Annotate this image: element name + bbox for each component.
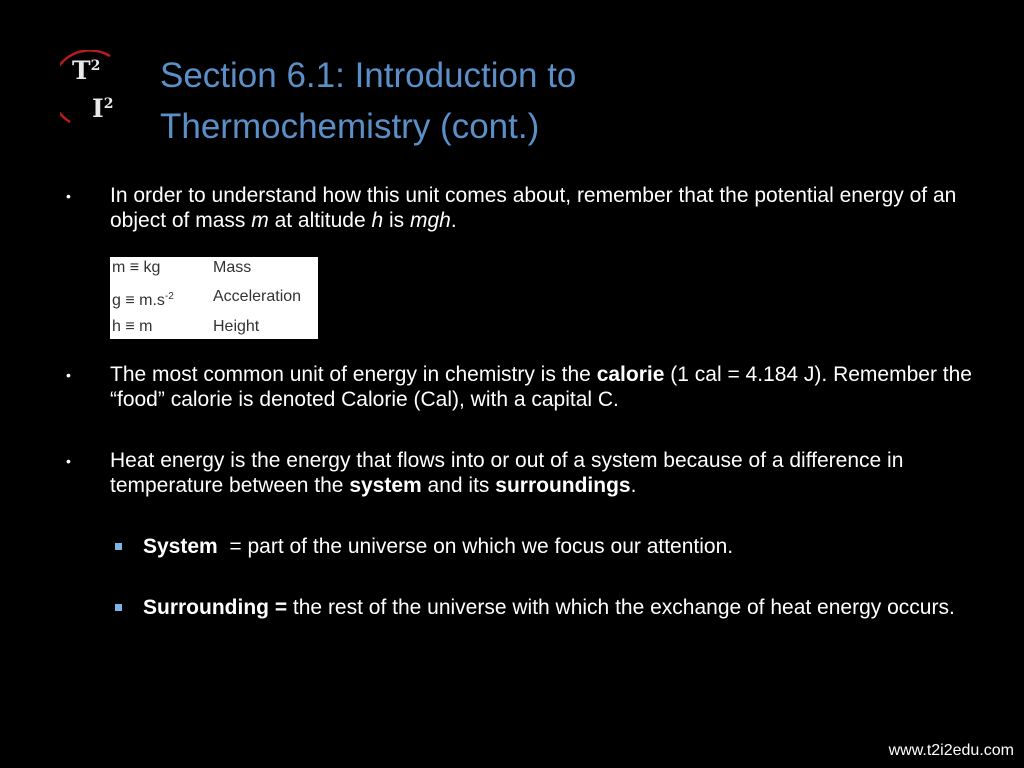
sub-bullet-surrounding: Surrounding = the rest of the universe with which the exchange of heat energy occurs. [143, 595, 983, 620]
table-row [112, 286, 316, 308]
variables-table [110, 257, 318, 339]
table-name: Mass [213, 259, 252, 276]
bullet-marker: • [66, 188, 71, 204]
slide-title [160, 50, 860, 152]
table-symbol: $g \equiv m.s^{-2}$ [112, 291, 174, 309]
logo-i2: $I^2$ [92, 94, 114, 123]
sub-bullet-system: System = part of the universe on which we focus our attention. [143, 534, 983, 559]
table-row [112, 316, 316, 338]
bullet-marker: • [66, 367, 71, 383]
bullet-potential-energy: • In order to understand how this unit comes about, remember that the potential energy of an object of mass m at altitude h is mgh. [66, 184, 957, 232]
table-name: Height [213, 318, 260, 335]
title-line-2: Thermochemistry (cont.) [160, 107, 540, 146]
table-symbol: m ≡ kg [112, 259, 161, 276]
square-bullet-icon [115, 543, 122, 550]
footer-url[interactable]: www.t2i2edu.com [888, 742, 1014, 759]
table-row [112, 257, 316, 279]
square-bullet-icon [115, 604, 122, 611]
t2i2-logo [60, 50, 130, 130]
title-line-1: Section 6.1: Introduction to [160, 56, 577, 95]
bullet-heat-energy: • Heat energy is the energy that flows into or out of a system because of a difference in temperature between the system and its surroundings. [66, 449, 904, 497]
bullet-marker: • [66, 453, 71, 469]
table-symbol: h ≡ m [112, 318, 153, 335]
bullet-calorie: • The most common unit of energy in chemistry is the calorie (1 cal = 4.184 J). Remember the “food” calorie is denoted Calorie (Cal), with a capital C. [66, 363, 972, 411]
logo-t2: $T^2$ [72, 56, 101, 85]
table-name: Acceleration [213, 288, 302, 305]
